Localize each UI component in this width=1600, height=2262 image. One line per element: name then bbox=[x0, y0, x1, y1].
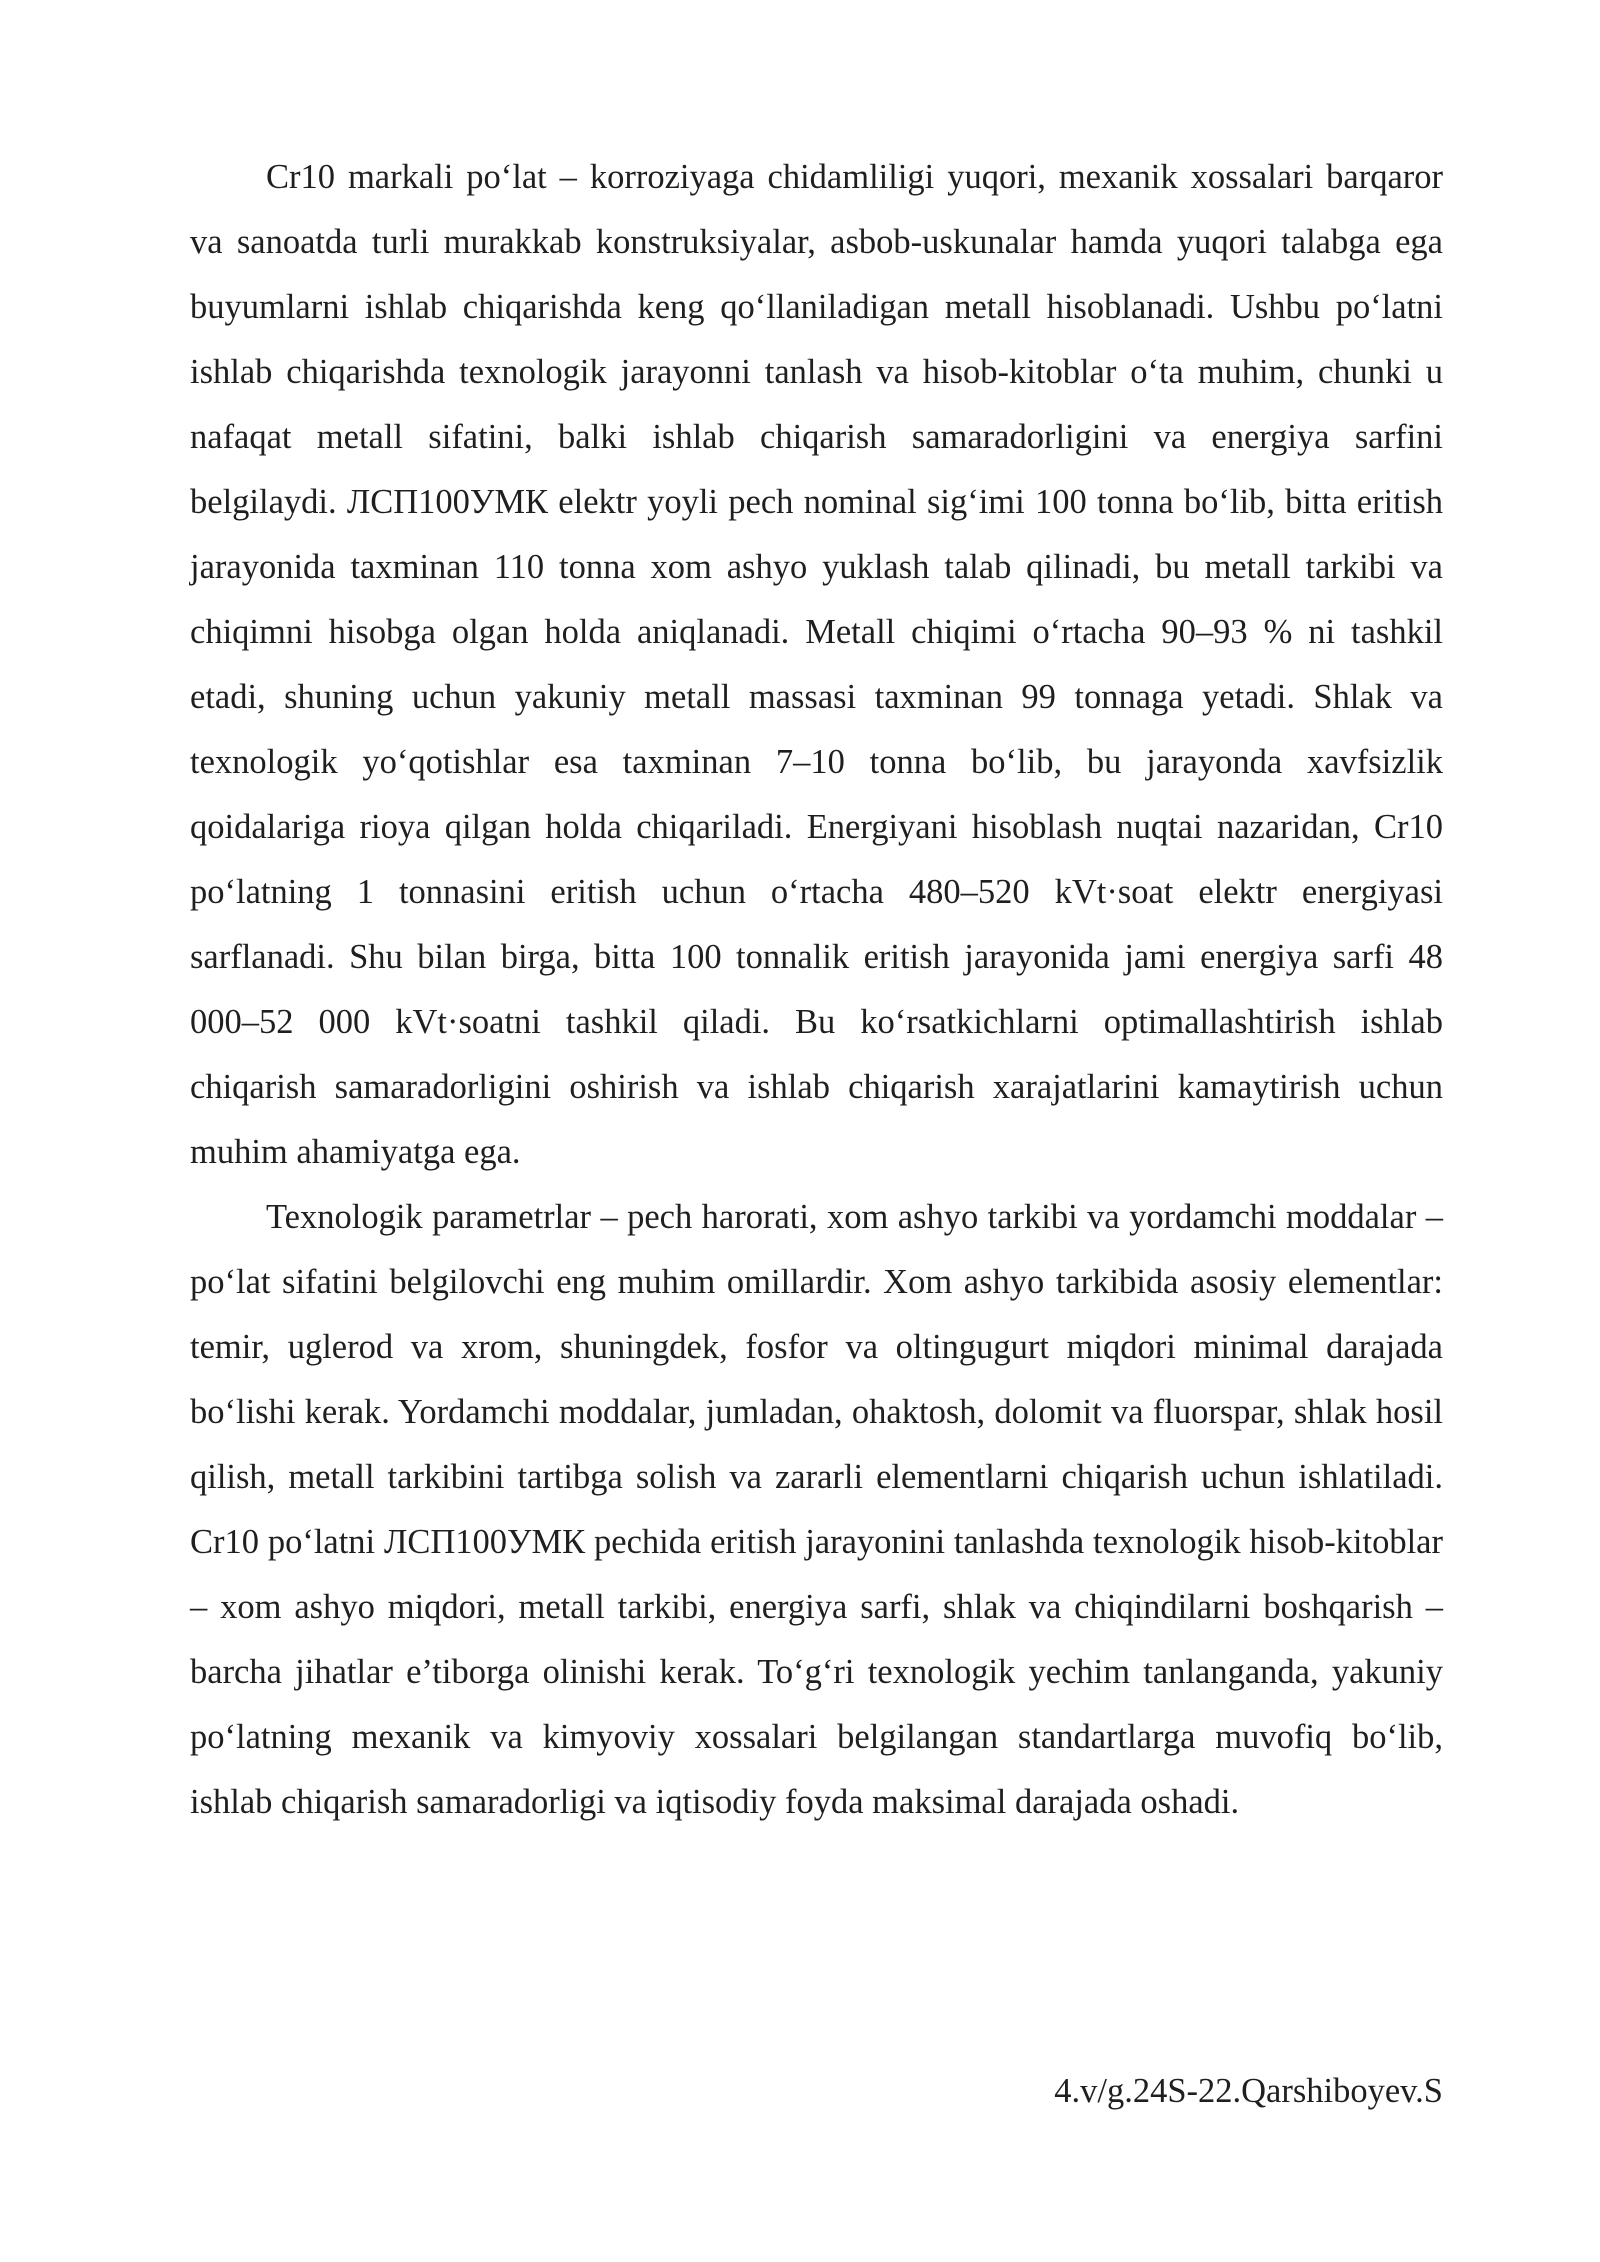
document-body bbox=[190, 145, 1443, 1835]
paragraph-cr10-steel-overview: Cr10 markali po‘lat – korroziyaga chidamliligi yuqori, mexanik xossalari barqaror va sanoatda turli murakkab konstruksiyalar, asbob-uskunalar hamda yuqori talabga ega buyumlarni ishlab chiqarishda keng qo‘llaniladigan metall hisoblanadi. Ushbu po‘latni ishlab chiqarishda texnologik jarayonni tanlash va hisob-kitoblar o‘ta muhim, chunki u nafaqat metall sifatini, balki ishlab chiqarish samaradorligini va energiya sarfini belgilaydi. ЛСП100УМК elektr yoyli pech nominal sig‘imi 100 tonna bo‘lib, bitta eritish jarayonida taxminan 110 tonna xom ashyo yuklash talab qilinadi, bu metall tarkibi va chiqimni hisobga olgan holda aniqlanadi. Metall chiqimi o‘rtacha 90–93 % ni tashkil etadi, shuning uchun yakuniy metall massasi taxminan 99 tonnaga yetadi. Shlak va texnologik yo‘qotishlar esa taxminan 7–10 tonna bo‘lib, bu jarayonda xavfsizlik qoidalariga rioya qilgan holda chiqariladi. Energiyani hisoblash nuqtai nazaridan, Cr10 po‘latning 1 tonnasini eritish uchun o‘rtacha 480–520 kVt·soat elektr energiyasi sarflanadi. Shu bilan birga, bitta 100 tonnalik eritish jarayonida jami energiya sarfi 48 000–52 000 kVt·soatni tashkil qiladi. Bu ko‘rsatkichlarni optimallashtirish ishlab chiqarish samaradorligini oshirish va ishlab chiqarish xarajatlarini kamaytirish uchun muhim ahamiyatga ega. bbox=[190, 158, 1443, 1171]
author-signature: 4.v/g.24S-22.Qarshiboyev.S bbox=[1054, 2072, 1443, 2110]
paragraph-technological-parameters: Texnologik parametrlar – pech harorati, xom ashyo tarkibi va yordamchi moddalar – po‘lat sifatini belgilovchi eng muhim omillardir. Xom ashyo tarkibida asosiy elementlar: temir, uglerod va xrom, shuningdek, fosfor va oltingugurt miqdori minimal darajada bo‘lishi kerak. Yordamchi moddalar, jumladan, ohaktosh, dolomit va fluorspar, shlak hosil qilish, metall tarkibini tartibga solish va zararli elementlarni chiqarish uchun ishlatiladi. Cr10 po‘latni ЛСП100УМК pechida eritish jarayonini tanlashda texnologik hisob-kitoblar – xom ashyo miqdori, metall tarkibi, energiya sarfi, shlak va chiqindilarni boshqarish – barcha jihatlar e’tiborga olinishi kerak. To‘g‘ri texnologik yechim tanlanganda, yakuniy po‘latning mexanik va kimyoviy xossalari belgilangan standartlarga muvofiq bo‘lib, ishlab chiqarish samaradorligi va iqtisodiy foyda maksimal darajada oshadi. bbox=[190, 1198, 1443, 1821]
